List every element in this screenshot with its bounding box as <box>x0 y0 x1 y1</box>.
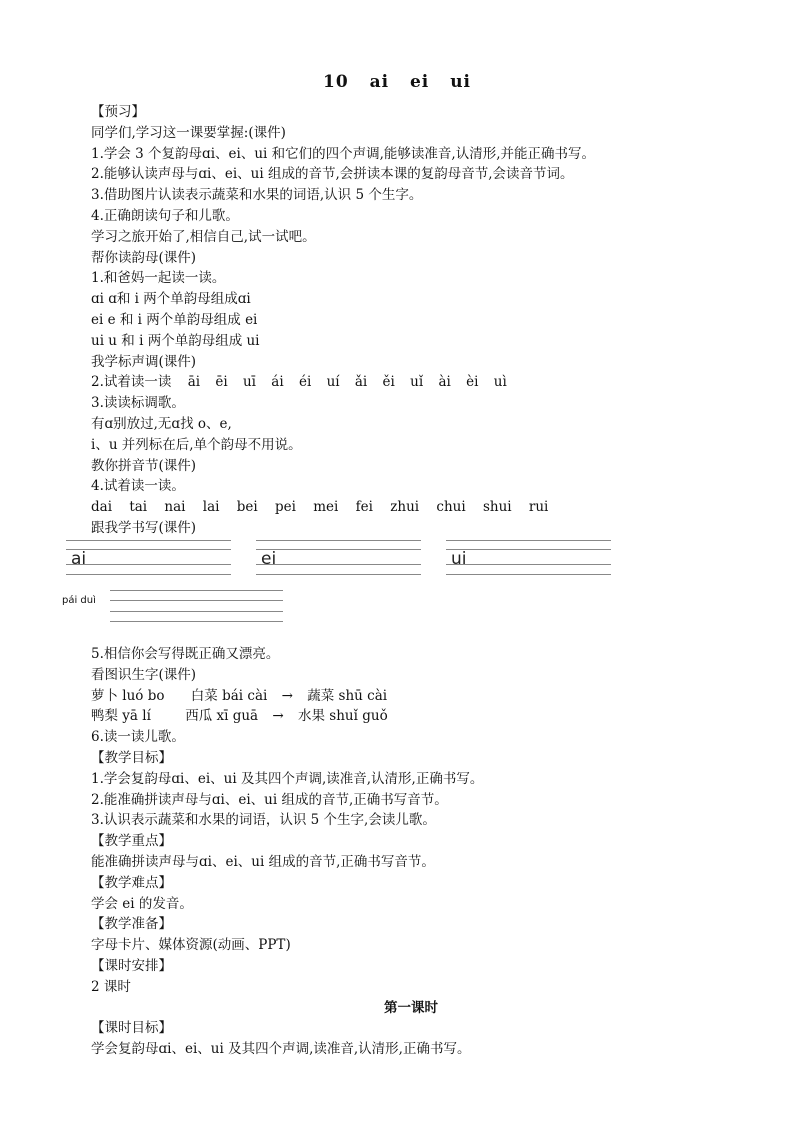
text-line: 字母卡片、媒体资源(动画、PPT) <box>91 937 291 954</box>
tone-item: ài <box>438 374 451 391</box>
tone-item: ēi <box>215 374 228 391</box>
text-line: 我学标声调(课件) <box>91 353 197 370</box>
writing-box-ai <box>66 540 231 576</box>
tone-item: ěi <box>382 374 395 391</box>
text-line: ɑi ɑ和 i 两个单韵母组成ɑi <box>91 291 251 308</box>
writing-box-ui <box>446 540 611 576</box>
writing-label: ui <box>451 549 467 569</box>
text-line: 【课时目标】 <box>91 1020 172 1037</box>
syllable-item: dai <box>91 499 113 516</box>
tone-item: éi <box>298 374 312 391</box>
writing-label: ai <box>71 549 87 569</box>
syllable-item: zhui <box>390 499 420 516</box>
text-line: 【教学准备】 <box>91 916 172 933</box>
lesson-section <box>91 644 731 1060</box>
lesson-number: 10 <box>322 72 349 92</box>
syllable-item: fei <box>355 499 373 516</box>
syllable-item: mei <box>313 499 339 516</box>
writing-label: ei <box>261 549 277 569</box>
tones-line <box>91 372 731 393</box>
text-line: ei e 和 i 两个单韵母组成 ei <box>91 311 258 328</box>
text-line: 【教学目标】 <box>91 749 172 766</box>
tone-item: uī <box>242 374 256 391</box>
tone-item: uì <box>493 374 507 391</box>
vocab-word: 蔬菜 shū cài <box>307 687 388 704</box>
syllable-item: lai <box>202 499 220 516</box>
text-line: 3.认识表示蔬菜和水果的词语，认识 5 个生字,会读儿歌。 <box>91 812 436 829</box>
text-line: ui u 和 i 两个单韵母组成 ui <box>91 332 260 349</box>
text-line: 【预习】 <box>91 104 145 120</box>
vocab-word: 萝卜 luó bo <box>91 687 165 704</box>
text-line: 有ɑ别放过,无ɑ找 o、e, <box>91 415 232 432</box>
text-line: 1.学会 3 个复韵母ɑi、ei、ui 和它们的四个声调,能够读准音,认清形,并能正确书写。 <box>91 145 595 162</box>
text-line: 学习之旅开始了,相信自己,试一试吧。 <box>91 228 316 245</box>
syllable-item: bei <box>236 499 258 516</box>
syllable-item: tai <box>129 499 148 516</box>
text-line: 同学们,学习这一课要掌握:(课件) <box>91 124 286 141</box>
text-line: 6.读一读儿歌。 <box>91 729 185 746</box>
title-ai: ai <box>369 72 390 92</box>
arrow-icon: → <box>281 687 293 704</box>
vocab-row-2 <box>91 706 731 727</box>
vocab-row-1 <box>91 686 731 707</box>
lesson-heading: 第一课时 <box>384 999 438 1016</box>
text-line: 【教学重点】 <box>91 833 172 850</box>
writing-box-ei <box>256 540 421 576</box>
arrow-icon: → <box>272 708 284 725</box>
text-line: 能准确拼读声母与ɑi、ei、ui 组成的音节,正确书写音节。 <box>91 853 435 870</box>
syllable-item: nai <box>164 499 186 516</box>
text-line: 【教学难点】 <box>91 874 172 891</box>
pai-dui-label: pái duì <box>62 595 96 606</box>
text-line: 5.相信你会写得既正确又漂亮。 <box>91 646 280 662</box>
syllable-item: rui <box>528 499 549 516</box>
page-title <box>0 72 794 92</box>
text-line: 看图识生字(课件) <box>91 666 197 683</box>
vocab-word: 水果 shuǐ guǒ <box>298 708 388 725</box>
tone-item: uǐ <box>410 374 424 391</box>
tone-item: āi <box>187 374 201 391</box>
text-line: i、u 并列标在后,单个韵母不用说。 <box>91 436 302 453</box>
text-line: 3.读读标调歌。 <box>91 395 185 412</box>
tone-item: uí <box>326 374 340 391</box>
tone-item: èi <box>466 374 479 391</box>
vocab-word: 鸭梨 yā lí <box>91 708 151 725</box>
text-line: 4.正确朗读句子和儿歌。 <box>91 207 239 224</box>
text-line: 3.借助图片认读表示蔬菜和水果的词语,认识 5 个生字。 <box>91 187 423 204</box>
text-line: 1.和爸妈一起读一读。 <box>91 270 226 287</box>
text-line: 2 课时 <box>91 978 131 995</box>
text-line: 2.能够认读声母与ɑi、ei、ui 组成的音节,会拼读本课的复韵母音节,会读音节词。 <box>91 166 574 183</box>
syllable-item: shui <box>482 499 512 516</box>
text-line: 4.试着读一读。 <box>91 478 185 495</box>
preview-section <box>91 102 731 539</box>
text-line: 2.能准确拼读声母与ɑi、ei、ui 组成的音节,正确书写音节。 <box>91 791 448 808</box>
title-ei: ei <box>409 72 430 92</box>
text-line: 【课时安排】 <box>91 957 172 974</box>
vocab-word: 西瓜 xī guā <box>185 708 259 725</box>
title-ui: ui <box>450 72 472 92</box>
vocab-word: 白菜 bái cài <box>190 687 268 704</box>
text-line: 1.学会复韵母ɑi、ei、ui 及其四个声调,读准音,认清形,正确书写。 <box>91 770 484 787</box>
text-line: 学会复韵母ɑi、ei、ui 及其四个声调,读准音,认清形,正确书写。 <box>91 1041 471 1058</box>
text-line: 帮你读韵母(课件) <box>91 249 197 266</box>
tone-item: ái <box>271 374 284 391</box>
syllables-line <box>91 497 731 518</box>
handwriting-label: 跟我学书写(课件) <box>91 519 197 536</box>
writing-practice-grid <box>66 540 626 580</box>
tones-label: 2.试着读一读 <box>91 374 172 391</box>
syllable-item: chui <box>436 499 466 516</box>
text-line: 学会 ei 的发音。 <box>91 895 193 912</box>
syllable-item: pei <box>275 499 296 516</box>
text-line: 教你拼音节(课件) <box>91 457 197 474</box>
pai-dui-writing-box <box>110 590 283 622</box>
tone-item: ǎi <box>354 374 368 391</box>
